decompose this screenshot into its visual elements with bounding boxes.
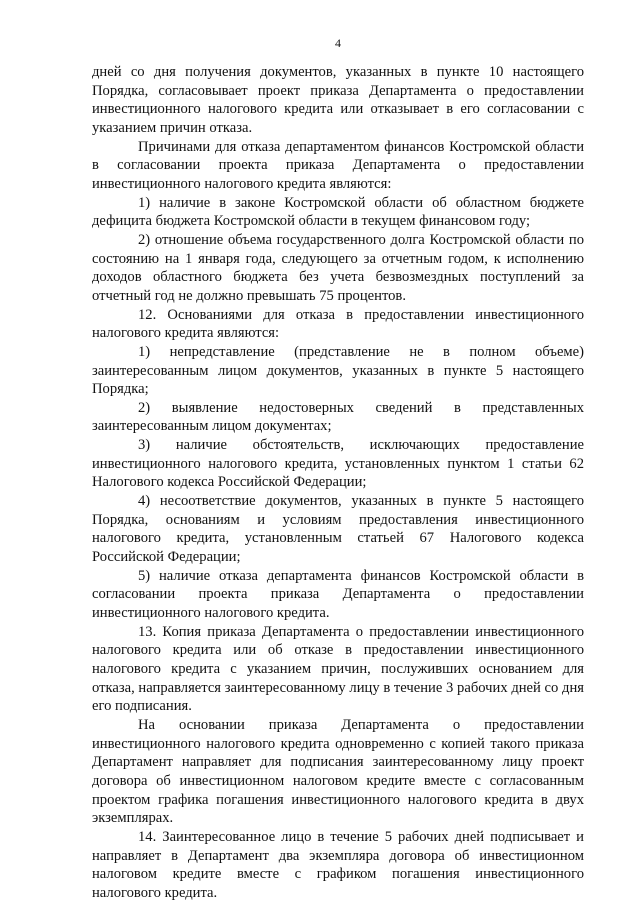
document-body [92, 63, 584, 903]
paragraph-item-12-ground-2: 2) выявление недостоверных сведений в представленных заинтересованным лицом документах; [92, 399, 584, 435]
paragraph-item-12-ground-1: 1) непредставление (представление не в полном объеме) заинтересованным лицом документов, указанных в пункте 5 настоящего Порядка; [92, 343, 584, 398]
paragraph-refusal-reasons-intro: Причинами для отказа департаментом финансов Костромской области в согласовании проекта приказа Департамента о предоставлении инвестиционного налогового кредита являются: [92, 138, 584, 192]
paragraph-item-14: 14. Заинтересованное лицо в течение 5 рабочих дней подписывает и направляет в Департамент два экземпляра договора об инвестиционном налоговом кредите вместе с графиком погашения инвестиционного налогового кредита. [92, 828, 584, 901]
paragraph-item-12-ground-3: 3) наличие обстоятельств, исключающих предоставление инвестиционного налогового кредита, установленных пунктом 1 статьи 62 Налогового кодекса Российской Федерации; [92, 437, 584, 491]
paragraph-item-13: 13. Копия приказа Департамента о предоставлении инвестиционного налогового кредита или об отказе в предоставлении инвестиционного налогового кредита с указанием причин, послуживших основанием для отказа, направляется заинтересованному лицу в течение 3 рабочих дней со дня его подписания. [92, 623, 584, 715]
paragraph-item-13-contract: На основании приказа Департамента о предоставлении инвестиционного налогового кредита одновременно с копией такого приказа Департамент направляет для подписания заинтересованному лицу проект договора об инвестиционном налоговом кредите вместе с согласованным проектом графика погашения инвестиционного налогового кредита в двух экземплярах. [92, 716, 584, 827]
paragraph-item-12-ground-4: 4) несоответствие документов, указанных в пункте 5 настоящего Порядка, основаниям и условиям предоставления инвестиционного налогового кредита, установленным статьей 67 Налогового кодекса Российской Федерации; [92, 493, 584, 566]
paragraph-refusal-reason-1: 1) наличие в законе Костромской области об областном бюджете дефицита бюджета Костромской области в текущем финансовом году; [92, 194, 584, 230]
page-number: 4 [335, 36, 341, 50]
paragraph-item-12: 12. Основаниями для отказа в предоставлении инвестиционного налогового кредита являются: [92, 306, 584, 342]
paragraph-item-12-ground-5: 5) наличие отказа департамента финансов Костромской области в согласовании проекта приказа Департамента о предоставлении инвестиционного налогового кредита. [92, 567, 584, 622]
paragraph-refusal-reason-2: 2) отношение объема государственного долга Костромской области по состоянию на 1 января года, следующего за отчетным годом, к исполнению доходов областного бюджета без учета безвозмездных поступлений за отчетный год не должно превышать 75 процентов. [92, 231, 584, 304]
paragraph-continuation: дней со дня получения документов, указанных в пункте 10 настоящего Порядка, согласовывает проект приказа Департамента о предоставлении инвестиционного налогового кредита или отказывает в его согласовании с указанием причин отказа. [92, 64, 584, 136]
